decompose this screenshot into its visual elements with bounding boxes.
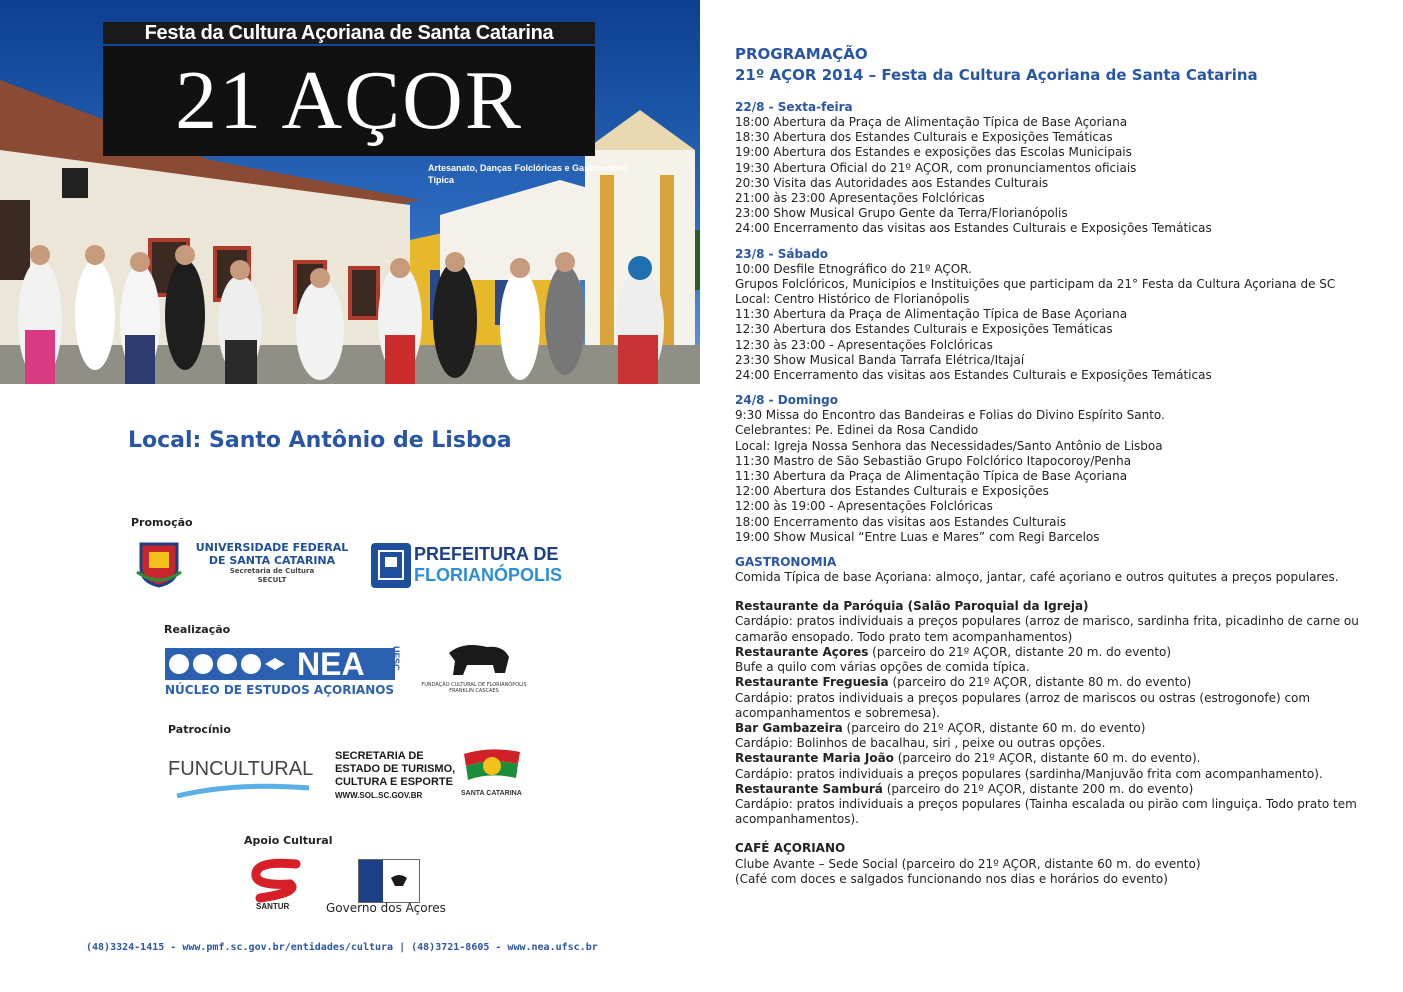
restaurant-name: Bar Gambazeira — [735, 720, 843, 735]
restaurant-entry — [735, 675, 1395, 721]
fundacao-bull-icon — [443, 637, 515, 679]
day-block — [735, 393, 1395, 545]
ufsc-line1: UNIVERSIDADE FEDERAL — [195, 541, 349, 554]
local-heading: Local: Santo Antônio de Lisboa — [128, 428, 512, 453]
schedule-item: 19:00 Show Musical “Entre Luas e Mares” com Regi Barcelos — [735, 529, 1100, 544]
secretaria-line2: ESTADO DE TURISMO, — [335, 763, 456, 775]
restaurant-menu: Cardápio: pratos individuais a preços populares (arroz de marisco, sardinha frita, picadinho de carne ou camarão ensopado. Todo prato tem acompanhamentos) — [735, 614, 1359, 644]
ufsc-line3: Secretaria de Cultura — [229, 567, 315, 575]
schedule-item: Local: Centro Histórico de Florianópolis — [735, 292, 970, 307]
schedule-item: 24:00 Encerramento das visitas aos Estandes Culturais e Exposições Temáticas — [735, 368, 1212, 383]
day-title: 23/8 - Sábado — [735, 246, 829, 261]
footer-contacts: (48)3324-1415 - www.pmf.sc.gov.br/entidades/cultura | (48)3721-8605 - www.nea.ufsc.br — [86, 942, 598, 953]
schedule-item: 10:00 Desfile Etnográfico do 21º AÇOR. — [735, 261, 972, 276]
restaurant-menu: Cardápio: pratos individuais a preços populares (arroz de mariscos ou ostras (estrogonofe) com acompanhamentos e sobremesa). — [735, 690, 1311, 720]
schedule-item: 20:30 Visita das Autoridades aos Estandes Culturais — [735, 175, 1049, 190]
restaurant-menu: Cardápio: pratos individuais a preços populares (sardinha/Manjuvão frita com acompanhamento). — [735, 766, 1323, 781]
apoio-label: Apoio Cultural — [244, 834, 333, 847]
schedule-item: 12:30 Abertura dos Estandes Culturais e Exposições Temáticas — [735, 322, 1113, 337]
secretaria-line4: WWW.SOL.SC.GOV.BR — [335, 791, 423, 800]
hero-big-title: 21 AÇOR — [103, 46, 595, 156]
restaurant-name: Restaurante Samburá — [735, 781, 883, 796]
patrocinio-label: Patrocínio — [168, 723, 231, 736]
secretaria-line3: CULTURA E ESPORTE — [335, 776, 453, 788]
acores-flag-icon — [358, 859, 420, 903]
nea-symbols-icon — [165, 648, 295, 680]
prefeitura-line2: FLORIANÓPOLIS — [414, 565, 562, 585]
promocao-label: Promoção — [131, 516, 193, 529]
schedule-item: 23:00 Show Musical Grupo Gente da Terra/Florianópolis — [735, 206, 1068, 221]
schedule-item: 18:00 Abertura da Praça de Alimentação Típica de Base Açoriana — [735, 115, 1128, 129]
cafe-title: CAFÉ AÇORIANO — [735, 841, 846, 856]
restaurant-detail: (parceiro do 21º AÇOR, distante 20 m. do evento) — [868, 644, 1172, 659]
schedule-item: 11:30 Abertura da Praça de Alimentação Típica de Base Açoriana — [735, 307, 1128, 322]
hero-subtitle: Artesanato, Danças Folclóricas e Gastronomia Típica — [428, 163, 628, 185]
schedule-item: 23:30 Show Musical Banda Tarrafa Elétrica/Itajaí — [735, 352, 1025, 367]
secretaria-line1: SECRETARIA DE — [335, 750, 424, 762]
schedule-item: 11:30 Mastro de São Sebastião Grupo Folclórico Itapocoroy/Penha — [735, 453, 1132, 468]
day-title: 24/8 - Domingo — [735, 393, 838, 408]
nea-side: UFSC — [391, 646, 401, 671]
nea-logo-band — [165, 648, 395, 680]
prefeitura-line1: PREFEITURA DE — [414, 544, 559, 564]
restaurant-name: Restaurante Maria João — [735, 751, 894, 766]
schedule-item: 12:00 Abertura dos Estandes Culturais e Exposições — [735, 484, 1049, 499]
restaurant-detail: (parceiro do 21º AÇOR, distante 200 m. do evento) — [882, 781, 1194, 796]
schedule-item: 18:30 Abertura dos Estandes Culturais e Exposições Temáticas — [735, 130, 1113, 145]
restaurant-detail: (parceiro do 21º AÇOR, distante 60 m. do evento) — [842, 720, 1146, 735]
schedule-item: 21:00 às 23:00 Apresentações Folclóricas — [735, 191, 985, 206]
cafe-line: (Café com doces e salgados funcionando nos dias e horários do evento) — [735, 871, 1168, 886]
hero-title: Festa da Cultura Açoriana de Santa Catarina — [103, 22, 595, 44]
ufsc-logo-text — [192, 541, 352, 585]
nea-short: NEA — [297, 646, 365, 682]
realizacao-label: Realização — [164, 623, 231, 636]
secretaria-logo-text — [335, 750, 455, 802]
restaurant-entry — [735, 721, 1395, 751]
restaurant-menu: Cardápio: pratos individuais a preços populares (Tainha escalada ou pirão com linguiça. Todo prato tem acompanhamentos). — [735, 796, 1357, 827]
restaurant-entry — [735, 782, 1395, 828]
ufsc-line4: SECULT — [257, 576, 287, 584]
schedule-item: 18:00 Encerramento das visitas aos Estandes Culturais — [735, 514, 1067, 529]
restaurant-entry — [735, 751, 1395, 781]
governo-acores-label: Governo dos Açores — [326, 901, 446, 915]
day-block — [735, 100, 1395, 237]
day-block — [735, 247, 1395, 384]
prefeitura-logo-text — [414, 544, 562, 586]
schedule-item: 19:00 Abertura dos Estandes e exposições das Escolas Municipais — [735, 145, 1132, 160]
schedule-item: 19:30 Abertura Oficial do 21º AÇOR, com pronunciamentos oficiais — [735, 160, 1137, 175]
schedule-item: 11:30 Abertura da Praça de Alimentação Típica de Base Açoriana — [735, 469, 1128, 484]
schedule-item: Local: Igreja Nossa Senhora das Necessidades/Santo Antônio de Lisboa — [735, 438, 1163, 453]
santur-label: SANTUR — [256, 902, 290, 911]
cafe-line: Clube Avante – Sede Social (parceiro do 21º AÇOR, distante 60 m. do evento) — [735, 856, 1201, 871]
restaurant-name: Restaurante Freguesia — [735, 675, 889, 690]
funcultural-logo: FUNCULTURAL — [168, 758, 314, 780]
day-title: 22/8 - Sexta-feira — [735, 100, 853, 114]
restaurant-detail: (parceiro do 21º AÇOR, distante 60 m. do evento). — [893, 751, 1201, 766]
restaurant-menu: Cardápio: Bolinhos de bacalhau, siri , peixe ou outras opções. — [735, 736, 1106, 751]
restaurant-menu: Bufe a quilo com várias opções de comida típica. — [735, 660, 1030, 675]
restaurant-name: Restaurante Açores — [735, 644, 869, 659]
restaurant-entry — [735, 645, 1395, 675]
schedule-item: 9:30 Missa do Encontro das Bandeiras e Folias do Divino Espírito Santo. — [735, 408, 1165, 423]
funcultural-wave-icon — [175, 782, 311, 798]
ufsc-crest-icon — [135, 538, 183, 588]
schedule-item: 12:30 às 23:00 - Apresentações Folclóricas — [735, 337, 993, 352]
gastronomia-title: GASTRONOMIA — [735, 555, 837, 570]
schedule-item: Grupos Folclóricos, Municipios e Instituições que participam da 21° Festa da Cultura Açoriana de SC — [735, 276, 1336, 291]
gastronomia-text: Comida Típica de base Açoriana: almoço, jantar, café açoriano e outros quitutes a preços populares. — [735, 570, 1339, 585]
santur-s-icon — [250, 858, 304, 904]
restaurant-name: Restaurante da Paróquia (Salão Paroquial da Igreja) — [735, 599, 1089, 614]
schedule-item: 12:00 às 19:00 - Apresentações Folclóricas — [735, 499, 993, 514]
ufsc-line2: DE SANTA CATARINA — [208, 554, 336, 567]
schedule-item: 24:00 Encerramento das visitas aos Estandes Culturais e Exposições Temáticas — [735, 221, 1212, 236]
restaurant-entry — [735, 599, 1395, 645]
schedule-item: Celebrantes: Pe. Edinei da Rosa Candido — [735, 423, 979, 438]
nea-full: NÚCLEO DE ESTUDOS AÇORIANOS — [165, 683, 395, 697]
restaurant-detail: (parceiro do 21º AÇOR, distante 80 m. do evento) — [888, 675, 1192, 690]
sc-label: SANTA CATARINA — [461, 790, 522, 797]
programacao-subheading: 21º AÇOR 2014 – Festa da Cultura Açoriana de Santa Catarina — [735, 66, 1258, 84]
fundacao-text: FUNDAÇÃO CULTURAL DE FLORIANÓPOLIS FRANKLIN CASCAES — [421, 682, 527, 694]
prefeitura-shield-icon — [371, 543, 411, 588]
programacao-heading: PROGRAMAÇÃO — [735, 45, 868, 63]
programacao — [735, 44, 1395, 887]
sc-flag-icon — [460, 746, 526, 788]
